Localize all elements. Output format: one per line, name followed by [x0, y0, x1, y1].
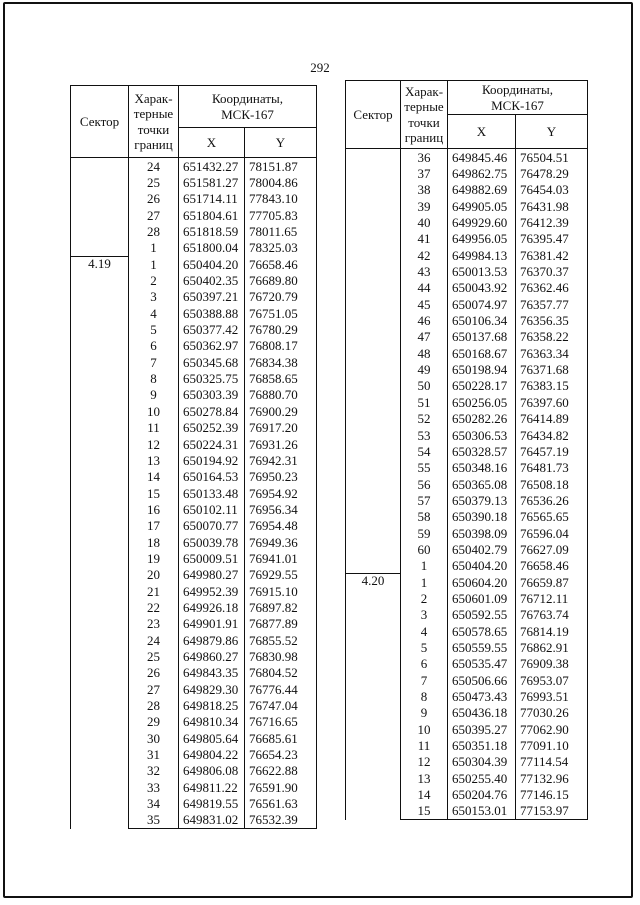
y-coordinate-cell: 78325.03: [245, 240, 317, 256]
y-coordinate-cell: 78004.86: [245, 174, 317, 190]
point-number-cell: 58: [401, 509, 448, 525]
x-coordinate-cell: 650224.31: [179, 436, 245, 452]
x-coordinate-cell: 650164.53: [179, 469, 245, 485]
x-coordinate-cell: 650137.68: [448, 329, 516, 345]
x-coordinate-cell: 649901.91: [179, 616, 245, 632]
sector-cell: [346, 149, 401, 574]
point-number-cell: 18: [129, 534, 179, 550]
y-coordinate-cell: 76776.44: [245, 681, 317, 697]
point-number-cell: 42: [401, 247, 448, 263]
x-coordinate-cell: 650390.18: [448, 509, 516, 525]
x-coordinate-cell: 649980.27: [179, 567, 245, 583]
x-coordinate-cell: 649829.30: [179, 681, 245, 697]
point-number-cell: 12: [401, 754, 448, 770]
x-coordinate-cell: 650535.47: [448, 656, 516, 672]
x-coordinate-cell: 650604.20: [448, 574, 516, 590]
point-number-cell: 40: [401, 214, 448, 230]
point-number-cell: 19: [129, 550, 179, 566]
y-coordinate-cell: 76929.55: [245, 567, 317, 583]
x-coordinate-cell: 650601.09: [448, 590, 516, 606]
y-coordinate-cell: 76897.82: [245, 599, 317, 615]
point-number-cell: 32: [129, 763, 179, 779]
point-number-cell: 37: [401, 165, 448, 181]
y-coordinate-cell: 76357.77: [516, 296, 588, 312]
x-coordinate-cell: 650013.53: [448, 263, 516, 279]
point-number-cell: 21: [129, 583, 179, 599]
y-coordinate-cell: 76954.92: [245, 485, 317, 501]
x-coordinate-cell: 650404.20: [448, 558, 516, 574]
point-number-cell: 47: [401, 329, 448, 345]
point-number-cell: 35: [129, 812, 179, 829]
x-coordinate-cell: 650256.05: [448, 394, 516, 410]
point-number-cell: 22: [129, 599, 179, 615]
point-number-cell: 1: [129, 240, 179, 256]
y-coordinate-cell: 76880.70: [245, 387, 317, 403]
point-number-cell: 5: [401, 639, 448, 655]
x-coordinate-cell: 650039.78: [179, 534, 245, 550]
y-coordinate-cell: 76685.61: [245, 730, 317, 746]
y-coordinate-cell: 76808.17: [245, 338, 317, 354]
y-coordinate-cell: 77030.26: [516, 705, 588, 721]
point-number-cell: 10: [129, 403, 179, 419]
y-coordinate-cell: 76565.65: [516, 509, 588, 525]
point-number-cell: 52: [401, 411, 448, 427]
y-coordinate-cell: 77705.83: [245, 207, 317, 223]
y-coordinate-cell: 76956.34: [245, 501, 317, 517]
point-number-cell: 53: [401, 427, 448, 443]
point-number-cell: 24: [129, 158, 179, 175]
y-coordinate-cell: 76383.15: [516, 378, 588, 394]
y-coordinate-cell: 77153.97: [516, 803, 588, 820]
y-coordinate-cell: 76622.88: [245, 763, 317, 779]
x-coordinate-cell: 649984.13: [448, 247, 516, 263]
x-coordinate-cell: 650351.18: [448, 737, 516, 753]
y-coordinate-cell: 76720.79: [245, 289, 317, 305]
y-coordinate-cell: 77114.54: [516, 754, 588, 770]
x-coordinate-cell: 649956.05: [448, 231, 516, 247]
x-coordinate-cell: 650043.92: [448, 280, 516, 296]
table-row: [346, 574, 588, 590]
point-number-cell: 7: [129, 354, 179, 370]
point-number-cell: 9: [401, 705, 448, 721]
y-coordinate-cell: 76763.74: [516, 607, 588, 623]
y-coordinate-cell: 78151.87: [245, 158, 317, 175]
x-coordinate-cell: 649905.05: [448, 198, 516, 214]
point-number-cell: 34: [129, 795, 179, 811]
x-coordinate-cell: 649806.08: [179, 763, 245, 779]
y-coordinate-cell: 76862.91: [516, 639, 588, 655]
y-coordinate-cell: 76363.34: [516, 345, 588, 361]
y-coordinate-cell: 76478.29: [516, 165, 588, 181]
y-coordinate-cell: 76877.89: [245, 616, 317, 632]
x-coordinate-cell: 649845.46: [448, 149, 516, 166]
point-number-cell: 16: [129, 501, 179, 517]
x-coordinate-cell: 651804.61: [179, 207, 245, 223]
y-coordinate-cell: 77062.90: [516, 721, 588, 737]
point-number-cell: 49: [401, 361, 448, 377]
table-row: [346, 149, 588, 166]
x-coordinate-cell: 649860.27: [179, 648, 245, 664]
y-coordinate-cell: 76591.90: [245, 779, 317, 795]
y-coordinate-cell: 76356.35: [516, 312, 588, 328]
sector-cell: 4.20: [346, 574, 401, 820]
point-number-cell: 44: [401, 280, 448, 296]
point-number-cell: 33: [129, 779, 179, 795]
header-y: Y: [245, 128, 317, 158]
point-number-cell: 4: [401, 623, 448, 639]
x-coordinate-cell: 650102.11: [179, 501, 245, 517]
x-coordinate-cell: 649862.75: [448, 165, 516, 181]
point-number-cell: 14: [401, 786, 448, 802]
y-coordinate-cell: 76454.03: [516, 182, 588, 198]
x-coordinate-cell: 649879.86: [179, 632, 245, 648]
x-coordinate-cell: 651432.27: [179, 158, 245, 175]
point-number-cell: 9: [129, 387, 179, 403]
x-coordinate-cell: 650362.97: [179, 338, 245, 354]
y-coordinate-cell: 77091.10: [516, 737, 588, 753]
x-coordinate-cell: 651714.11: [179, 191, 245, 207]
point-number-cell: 2: [401, 590, 448, 606]
x-coordinate-cell: 649805.64: [179, 730, 245, 746]
header-boundary-points: Харак- терные точки границ: [401, 81, 448, 149]
point-number-cell: 5: [129, 321, 179, 337]
point-number-cell: 15: [401, 803, 448, 820]
y-coordinate-cell: 76954.48: [245, 518, 317, 534]
point-number-cell: 3: [129, 289, 179, 305]
header-sector: Сектор: [346, 81, 401, 149]
x-coordinate-cell: 650303.39: [179, 387, 245, 403]
point-number-cell: 2: [129, 272, 179, 288]
x-coordinate-cell: 649818.25: [179, 697, 245, 713]
y-coordinate-cell: 76532.39: [245, 812, 317, 829]
y-coordinate-cell: 77843.10: [245, 191, 317, 207]
point-number-cell: 11: [129, 420, 179, 436]
y-coordinate-cell: 76953.07: [516, 672, 588, 688]
x-coordinate-cell: 651581.27: [179, 174, 245, 190]
y-coordinate-cell: 76915.10: [245, 583, 317, 599]
point-number-cell: 38: [401, 182, 448, 198]
point-number-cell: 17: [129, 518, 179, 534]
x-coordinate-cell: 650402.79: [448, 541, 516, 557]
x-coordinate-cell: 650379.13: [448, 492, 516, 508]
point-number-cell: 24: [129, 632, 179, 648]
x-coordinate-cell: 649843.35: [179, 665, 245, 681]
y-coordinate-cell: 76658.46: [245, 256, 317, 272]
point-number-cell: 48: [401, 345, 448, 361]
point-number-cell: 27: [129, 681, 179, 697]
y-coordinate-cell: 76561.63: [245, 795, 317, 811]
y-coordinate-cell: 78011.65: [245, 223, 317, 239]
point-number-cell: 59: [401, 525, 448, 541]
y-coordinate-cell: 76712.11: [516, 590, 588, 606]
x-coordinate-cell: 650436.18: [448, 705, 516, 721]
header-x: X: [179, 128, 245, 158]
point-number-cell: 50: [401, 378, 448, 394]
point-number-cell: 10: [401, 721, 448, 737]
y-coordinate-cell: 76900.29: [245, 403, 317, 419]
point-number-cell: 28: [129, 223, 179, 239]
point-number-cell: 23: [129, 616, 179, 632]
x-coordinate-cell: 649804.22: [179, 746, 245, 762]
header-sector: Сектор: [71, 86, 129, 158]
y-coordinate-cell: 76830.98: [245, 648, 317, 664]
x-coordinate-cell: 650506.66: [448, 672, 516, 688]
x-coordinate-cell: 650328.57: [448, 443, 516, 459]
y-coordinate-cell: 76804.52: [245, 665, 317, 681]
point-number-cell: 55: [401, 460, 448, 476]
header-boundary-points: Харак- терные точки границ: [129, 86, 179, 158]
x-coordinate-cell: 650398.09: [448, 525, 516, 541]
header-coordinates: Координаты, МСК-167: [448, 81, 588, 115]
point-number-cell: 28: [129, 697, 179, 713]
y-coordinate-cell: 76395.47: [516, 231, 588, 247]
y-coordinate-cell: 76689.80: [245, 272, 317, 288]
x-coordinate-cell: 650306.53: [448, 427, 516, 443]
x-coordinate-cell: 650133.48: [179, 485, 245, 501]
x-coordinate-cell: 650365.08: [448, 476, 516, 492]
x-coordinate-cell: 650325.75: [179, 370, 245, 386]
point-number-cell: 7: [401, 672, 448, 688]
point-number-cell: 27: [129, 207, 179, 223]
header-x: X: [448, 115, 516, 149]
x-coordinate-cell: 650228.17: [448, 378, 516, 394]
y-coordinate-cell: 76814.19: [516, 623, 588, 639]
x-coordinate-cell: 650074.97: [448, 296, 516, 312]
point-number-cell: 12: [129, 436, 179, 452]
y-coordinate-cell: 76504.51: [516, 149, 588, 166]
point-number-cell: 29: [129, 714, 179, 730]
y-coordinate-cell: 76942.31: [245, 452, 317, 468]
point-number-cell: 31: [129, 746, 179, 762]
y-coordinate-cell: 76371.68: [516, 361, 588, 377]
y-coordinate-cell: 76508.18: [516, 476, 588, 492]
x-coordinate-cell: 650473.43: [448, 688, 516, 704]
x-coordinate-cell: 649810.34: [179, 714, 245, 730]
x-coordinate-cell: 650252.39: [179, 420, 245, 436]
y-coordinate-cell: 76659.87: [516, 574, 588, 590]
y-coordinate-cell: 76627.09: [516, 541, 588, 557]
y-coordinate-cell: 76481.73: [516, 460, 588, 476]
y-coordinate-cell: 76950.23: [245, 469, 317, 485]
y-coordinate-cell: 76993.51: [516, 688, 588, 704]
y-coordinate-cell: 76431.98: [516, 198, 588, 214]
y-coordinate-cell: 77132.96: [516, 770, 588, 786]
x-coordinate-cell: 650402.35: [179, 272, 245, 288]
x-coordinate-cell: 650348.16: [448, 460, 516, 476]
sector-cell: 4.19: [71, 256, 129, 829]
y-coordinate-cell: 76536.26: [516, 492, 588, 508]
y-coordinate-cell: 76457.19: [516, 443, 588, 459]
point-number-cell: 41: [401, 231, 448, 247]
y-coordinate-cell: 76381.42: [516, 247, 588, 263]
point-number-cell: 39: [401, 198, 448, 214]
x-coordinate-cell: 650106.34: [448, 312, 516, 328]
x-coordinate-cell: 650153.01: [448, 803, 516, 820]
sector-cell: [71, 158, 129, 257]
x-coordinate-cell: 650592.55: [448, 607, 516, 623]
point-number-cell: 30: [129, 730, 179, 746]
point-number-cell: 1: [401, 558, 448, 574]
x-coordinate-cell: 649831.02: [179, 812, 245, 829]
point-number-cell: 13: [129, 452, 179, 468]
y-coordinate-cell: 76414.89: [516, 411, 588, 427]
x-coordinate-cell: 649882.69: [448, 182, 516, 198]
point-number-cell: 45: [401, 296, 448, 312]
table-row: [71, 256, 317, 272]
point-number-cell: 8: [401, 688, 448, 704]
header-y: Y: [516, 115, 588, 149]
point-number-cell: 26: [129, 191, 179, 207]
x-coordinate-cell: 650255.40: [448, 770, 516, 786]
point-number-cell: 6: [129, 338, 179, 354]
point-number-cell: 11: [401, 737, 448, 753]
x-coordinate-cell: 650345.68: [179, 354, 245, 370]
x-coordinate-cell: 649952.39: [179, 583, 245, 599]
x-coordinate-cell: 650194.92: [179, 452, 245, 468]
point-number-cell: 43: [401, 263, 448, 279]
table-row: [71, 158, 317, 175]
y-coordinate-cell: 76654.23: [245, 746, 317, 762]
point-number-cell: 36: [401, 149, 448, 166]
y-coordinate-cell: 76370.37: [516, 263, 588, 279]
y-coordinate-cell: 76941.01: [245, 550, 317, 566]
point-number-cell: 13: [401, 770, 448, 786]
point-number-cell: 60: [401, 541, 448, 557]
y-coordinate-cell: 76780.29: [245, 321, 317, 337]
x-coordinate-cell: 650009.51: [179, 550, 245, 566]
header-coordinates: Координаты, МСК-167: [179, 86, 317, 128]
y-coordinate-cell: 76362.46: [516, 280, 588, 296]
x-coordinate-cell: 650397.21: [179, 289, 245, 305]
point-number-cell: 25: [129, 174, 179, 190]
point-number-cell: 1: [129, 256, 179, 272]
point-number-cell: 4: [129, 305, 179, 321]
y-coordinate-cell: 76949.36: [245, 534, 317, 550]
y-coordinate-cell: 76855.52: [245, 632, 317, 648]
x-coordinate-cell: 650198.94: [448, 361, 516, 377]
y-coordinate-cell: 76658.46: [516, 558, 588, 574]
x-coordinate-cell: 649811.22: [179, 779, 245, 795]
x-coordinate-cell: 650377.42: [179, 321, 245, 337]
point-number-cell: 57: [401, 492, 448, 508]
x-coordinate-cell: 650304.39: [448, 754, 516, 770]
point-number-cell: 6: [401, 656, 448, 672]
x-coordinate-cell: 650282.26: [448, 411, 516, 427]
point-number-cell: 3: [401, 607, 448, 623]
y-coordinate-cell: 76434.82: [516, 427, 588, 443]
y-coordinate-cell: 76716.65: [245, 714, 317, 730]
point-number-cell: 20: [129, 567, 179, 583]
point-number-cell: 26: [129, 665, 179, 681]
x-coordinate-cell: 650404.20: [179, 256, 245, 272]
x-coordinate-cell: 649819.55: [179, 795, 245, 811]
y-coordinate-cell: 76917.20: [245, 420, 317, 436]
point-number-cell: 56: [401, 476, 448, 492]
y-coordinate-cell: 76397.60: [516, 394, 588, 410]
point-number-cell: 14: [129, 469, 179, 485]
y-coordinate-cell: 76931.26: [245, 436, 317, 452]
x-coordinate-cell: 651800.04: [179, 240, 245, 256]
coordinates-table-right: [345, 80, 588, 820]
x-coordinate-cell: 649929.60: [448, 214, 516, 230]
x-coordinate-cell: 650168.67: [448, 345, 516, 361]
point-number-cell: 25: [129, 648, 179, 664]
x-coordinate-cell: 649926.18: [179, 599, 245, 615]
y-coordinate-cell: 76596.04: [516, 525, 588, 541]
point-number-cell: 51: [401, 394, 448, 410]
x-coordinate-cell: 650559.55: [448, 639, 516, 655]
y-coordinate-cell: 76412.39: [516, 214, 588, 230]
x-coordinate-cell: 651818.59: [179, 223, 245, 239]
y-coordinate-cell: 76909.38: [516, 656, 588, 672]
y-coordinate-cell: 76858.65: [245, 370, 317, 386]
point-number-cell: 8: [129, 370, 179, 386]
y-coordinate-cell: 77146.15: [516, 786, 588, 802]
point-number-cell: 46: [401, 312, 448, 328]
coordinates-table-left: [70, 85, 317, 829]
x-coordinate-cell: 650278.84: [179, 403, 245, 419]
y-coordinate-cell: 76751.05: [245, 305, 317, 321]
page-number: 292: [310, 60, 330, 75]
x-coordinate-cell: 650578.65: [448, 623, 516, 639]
point-number-cell: 54: [401, 443, 448, 459]
x-coordinate-cell: 650070.77: [179, 518, 245, 534]
x-coordinate-cell: 650204.76: [448, 786, 516, 802]
y-coordinate-cell: 76747.04: [245, 697, 317, 713]
y-coordinate-cell: 76358.22: [516, 329, 588, 345]
x-coordinate-cell: 650395.27: [448, 721, 516, 737]
x-coordinate-cell: 650388.88: [179, 305, 245, 321]
point-number-cell: 1: [401, 574, 448, 590]
point-number-cell: 15: [129, 485, 179, 501]
y-coordinate-cell: 76834.38: [245, 354, 317, 370]
